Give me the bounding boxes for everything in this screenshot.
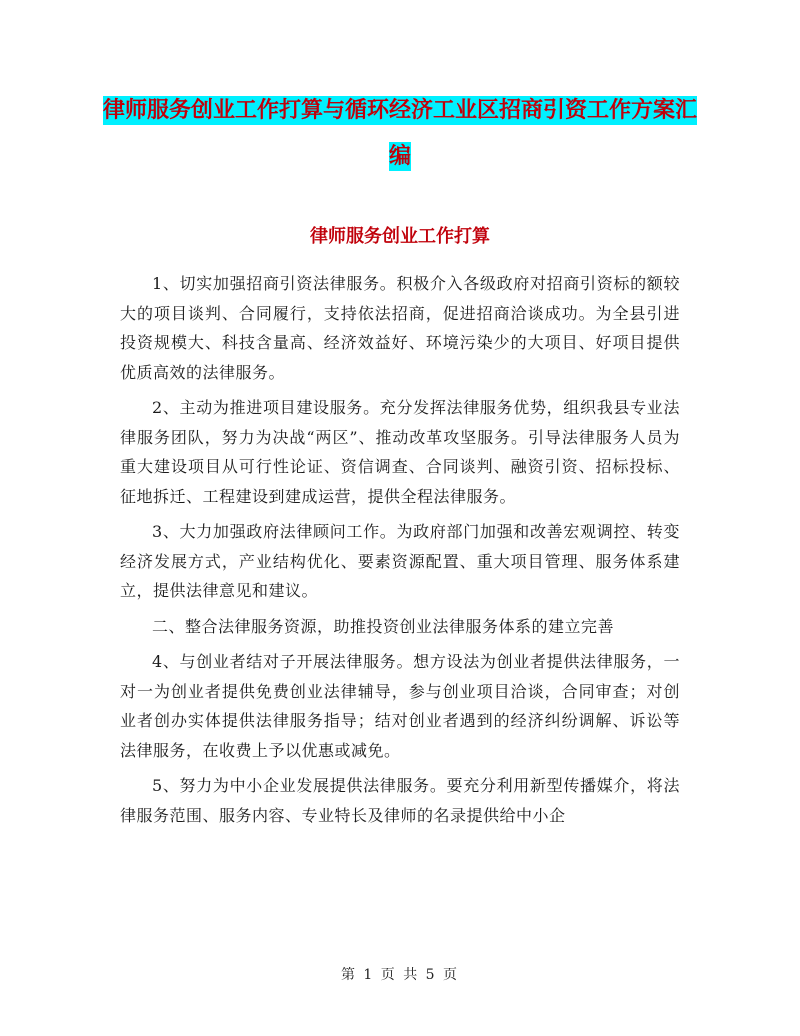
- paragraph-2: 2、主动为推进项目建设服务。充分发挥法律服务优势，组织我县专业法律服务团队，努力为决战“两区”、推动改革攻坚服务。引导法律服务人员为重大建设项目从可行性论证、资信调查、合同谈判、融资引资、招标投标、征地拆迁、工程建设到建成运营，提供全程法律服务。: [120, 398, 680, 506]
- paragraph-6: 5、努力为中小企业发展提供法律服务。要充分利用新型传播媒介，将法律服务范围、服务内容、专业特长及律师的名录提供给中小企: [120, 776, 680, 825]
- paragraph-5: 4、与创业者结对子开展法律服务。想方设法为创业者提供法律服务，一对一为创业者提供免费创业法律辅导，参与创业项目洽谈，合同审查；对创业者创办实体提供法律服务指导；结对创业者遇到的经济纠纷调解、诉讼等法律服务，在收费上予以优惠或减免。: [120, 652, 680, 760]
- paragraph-4: 二、整合法律服务资源，助推投资创业法律服务体系的建立完善: [152, 616, 615, 636]
- document-body: [120, 269, 680, 836]
- document-title: [100, 88, 700, 180]
- page-footer: 第 1 页 共 5 页: [340, 967, 460, 983]
- document-title-highlight: 律师服务创业工作打算与循环经济工业区招商引资工作方案汇编: [102, 98, 697, 169]
- section-title: 律师服务创业工作打算: [310, 226, 490, 247]
- paragraph-3: 3、大力加强政府法律顾问工作。为政府部门加强和改善宏观调控、转变经济发展方式，产业结构优化、要素资源配置、重大项目管理、服务体系建立，提供法律意见和建议。: [120, 522, 680, 600]
- paragraph-1: 1、切实加强招商引资法律服务。积极介入各级政府对招商引资标的额较大的项目谈判、合同履行，支持依法招商，促进招商洽谈成功。为全县引进投资规模大、科技含量高、经济效益好、环境污染少的大项目、好项目提供优质高效的法律服务。: [120, 274, 680, 382]
